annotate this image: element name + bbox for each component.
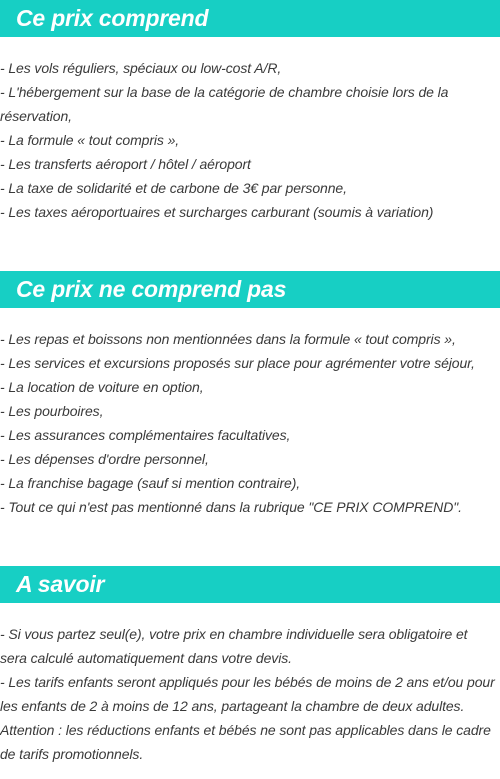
section-body — [0, 308, 500, 519]
list-item: - Les vols réguliers, spéciaux ou low-cost A/R, — [0, 60, 282, 76]
list-item: - La franchise bagage (sauf si mention contraire), — [0, 475, 301, 491]
section-included — [0, 0, 500, 224]
list-item: réservation, — [0, 108, 72, 124]
list-item: Attention : les réductions enfants et bébés ne sont pas applicables dans le cadre — [0, 722, 491, 738]
list-item: - Les repas et boissons non mentionnées dans la formule « tout compris », — [0, 331, 456, 347]
list-item: - Tout ce qui n'est pas mentionné dans la rubrique "CE PRIX COMPREND". — [0, 499, 462, 515]
section-body — [0, 603, 500, 766]
list-item: - Si vous partez seul(e), votre prix en chambre individuelle sera obligatoire et — [0, 626, 468, 642]
list-item: - La formule « tout compris », — [0, 132, 180, 148]
section-header — [0, 0, 500, 37]
list-item: - Les services et excursions proposés sur place pour agrémenter votre séjour, — [0, 355, 475, 371]
section-header — [0, 271, 500, 308]
list-item: - La location de voiture en option, — [0, 379, 204, 395]
list-item: - Les tarifs enfants seront appliqués pour les bébés de moins de 2 ans et/ou pour — [0, 674, 495, 690]
section-not-included — [0, 271, 500, 519]
list-item: - Les assurances complémentaires facultatives, — [0, 427, 291, 443]
section-header — [0, 566, 500, 603]
section-title: A savoir — [16, 571, 105, 597]
list-item: de tarifs promotionnels. — [0, 746, 144, 762]
section-body — [0, 37, 500, 224]
list-item: les enfants de 2 à moins de 12 ans, partageant la chambre de deux adultes. — [0, 698, 465, 714]
list-item: - Les taxes aéroportuaires et surcharges carburant (soumis à variation) — [0, 204, 434, 220]
list-item: - Les dépenses d'ordre personnel, — [0, 451, 209, 467]
list-item: - L'hébergement sur la base de la catégorie de chambre choisie lors de la — [0, 84, 449, 100]
list-item: - Les pourboires, — [0, 403, 104, 419]
section-title: Ce prix comprend — [16, 5, 209, 31]
section-title: Ce prix ne comprend pas — [16, 276, 287, 302]
list-item: - Les transferts aéroport / hôtel / aéroport — [0, 156, 251, 172]
list-item: - La taxe de solidarité et de carbone de 3€ par personne, — [0, 180, 347, 196]
list-item: sera calculé automatiquement dans votre devis. — [0, 650, 292, 666]
section-good-to-know — [0, 566, 500, 766]
